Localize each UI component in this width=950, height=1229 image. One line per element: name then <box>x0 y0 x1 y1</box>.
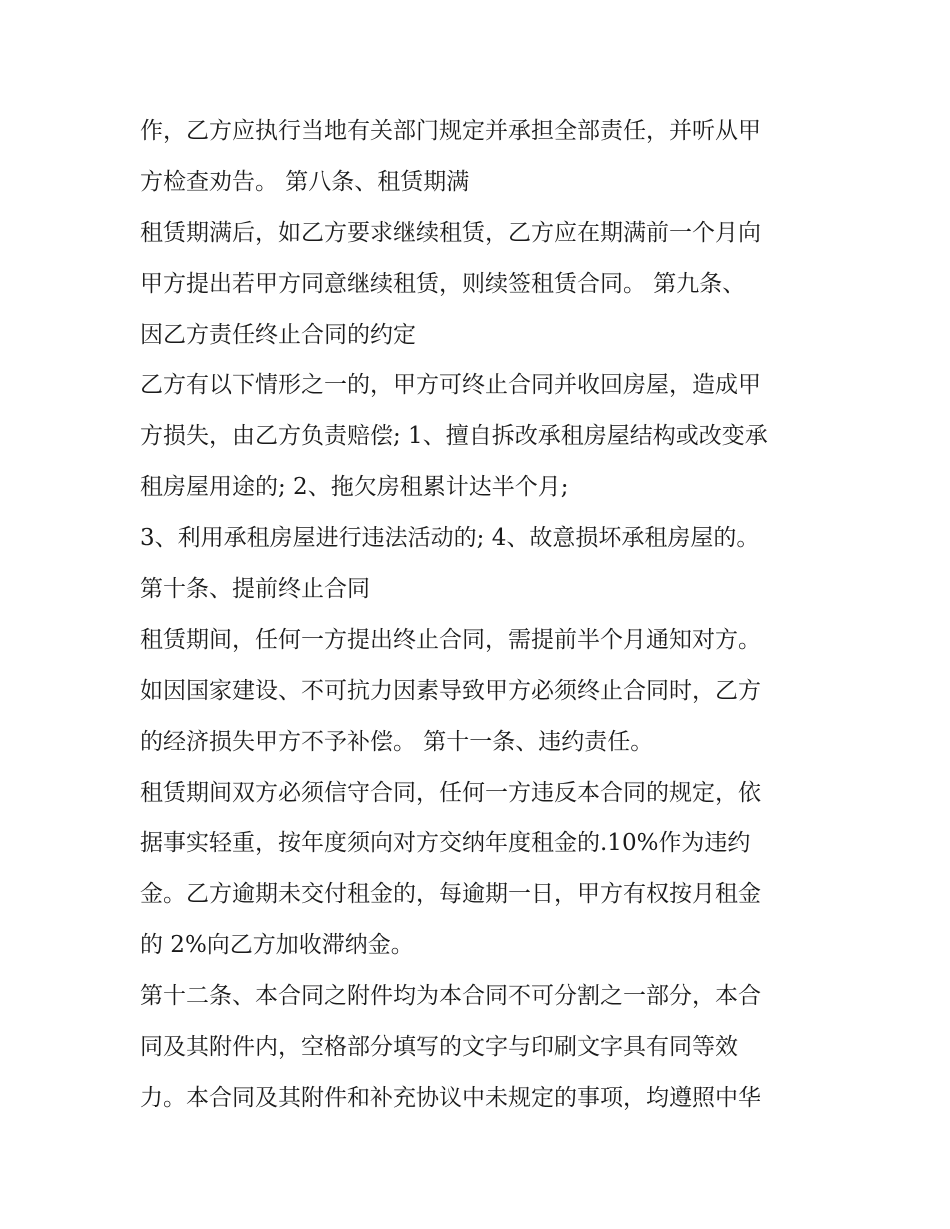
text-line: 第十条、提前终止合同 <box>140 576 370 603</box>
text-line: 同及其附件内，空格部分填写的文字与印刷文字具有同等效 <box>140 1034 738 1061</box>
text-line: 如因国家建设、不可抗力因素导致甲方必须终止合同时，乙方 <box>140 677 761 704</box>
text-line: 租房屋用途的; 2、拖欠房租累计达半个月; <box>140 474 569 501</box>
text-line: 甲方提出若甲方同意继续租赁，则续签租赁合同。 第九条、 <box>140 270 746 297</box>
text-line: 力。本合同及其附件和补充协议中未规定的事项，均遵照中华 <box>140 1084 761 1111</box>
text-line: 的 2%向乙方加收滞纳金。 <box>140 932 414 959</box>
text-line: 方检查劝告。 第八条、租赁期满 <box>140 168 470 195</box>
document-body <box>140 106 820 1124</box>
text-line: 3、利用承租房屋进行违法活动的; 4、故意损坏承租房屋的。 <box>140 525 760 552</box>
text-line: 第十二条、本合同之附件均为本合同不可分割之一部分，本合 <box>140 983 761 1010</box>
text-line: 租赁期间，任何一方提出终止合同，需提前半个月通知对方。 <box>140 626 761 653</box>
text-line: 的经济损失甲方不予补偿。 第十一条、违约责任。 <box>140 728 654 755</box>
text-line: 作，乙方应执行当地有关部门规定并承担全部责任，并听从甲 <box>140 118 761 144</box>
text-line: 据事实轻重，按年度须向对方交纳年度租金的.10%作为违约 <box>140 830 751 857</box>
text-line: 租赁期满后，如乙方要求继续租赁，乙方应在期满前一个月向 <box>140 219 761 246</box>
text-line: 方损失，由乙方负责赔偿; 1、擅自拆改承租房屋结构或改变承 <box>140 423 768 450</box>
text-line: 因乙方责任终止合同的约定 <box>140 321 416 348</box>
text-line: 租赁期间双方必须信守合同，任何一方违反本合同的规定，依 <box>140 779 761 806</box>
text-line: 乙方有以下情形之一的，甲方可终止合同并收回房屋，造成甲 <box>140 372 761 399</box>
text-line: 金。乙方逾期未交付租金的，每逾期一日，甲方有权按月租金 <box>140 881 761 908</box>
